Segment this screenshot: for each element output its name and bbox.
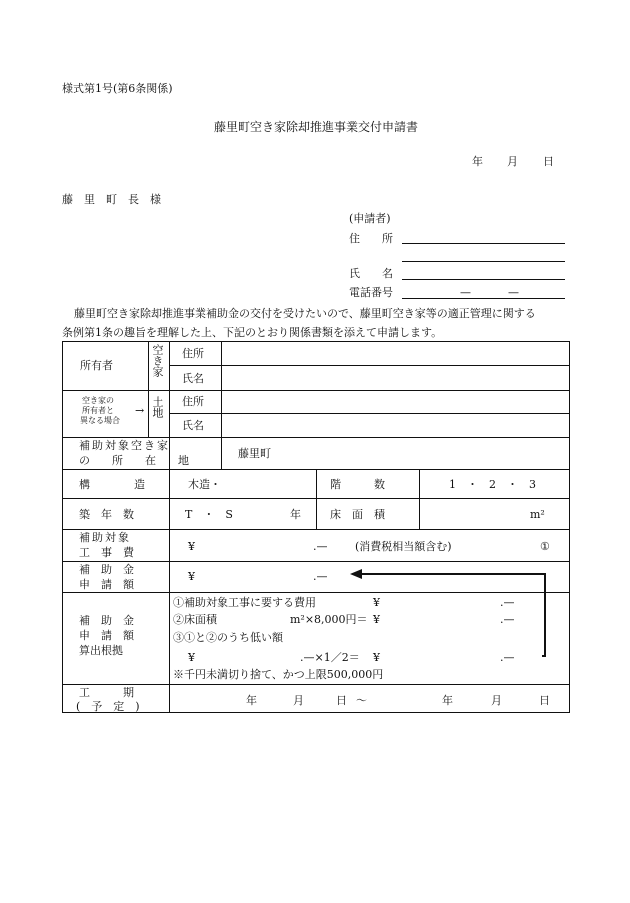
cost-label-2: 工 事 費 xyxy=(79,546,134,559)
period-start-year: 年 xyxy=(246,694,257,707)
calc-dash-1: .— xyxy=(500,596,515,609)
owner-name-field[interactable] xyxy=(222,366,569,389)
document-title: 藤里町空き家除却推進事業交付申請書 xyxy=(214,120,419,134)
period-start-month: 月 xyxy=(293,694,304,707)
floors-value[interactable]: 1 ・ 2 ・ 3 xyxy=(449,478,536,491)
addressee: 藤 里 町 長 様 xyxy=(62,193,161,206)
date-year: 年 xyxy=(472,155,483,168)
calc-line-1: ①補助対象工事に要する費用 xyxy=(173,596,316,609)
date-month: 月 xyxy=(507,155,518,168)
apply-label-2: 申 請 額 xyxy=(79,578,134,591)
name-label: 氏 名 xyxy=(349,267,393,280)
basis-label-3: 算出根拠 xyxy=(79,644,123,657)
age-label: 築 年 数 xyxy=(79,508,134,521)
diff-owner-line-1: 空き家の xyxy=(82,396,114,405)
period-end-day: 日 xyxy=(539,694,550,707)
era-value[interactable]: T ・ S xyxy=(185,508,233,521)
tax-note: (消費税相当額含む) xyxy=(355,540,452,553)
applicant-heading: (申請者) xyxy=(349,212,391,225)
owner-address-field[interactable] xyxy=(222,342,569,364)
structure-label: 構 造 xyxy=(79,478,145,491)
col-line xyxy=(148,341,149,437)
area-unit: m² xyxy=(530,508,545,521)
land-vertical-label: 土地 xyxy=(151,396,164,418)
period-end-month: 月 xyxy=(491,694,502,707)
date-day: 日 xyxy=(543,155,554,168)
calc-yen-2: ¥ xyxy=(373,613,380,626)
year-unit: 年 xyxy=(290,508,301,521)
period-label-2: ( 予 定 ) xyxy=(76,700,140,713)
row-line xyxy=(62,437,570,438)
land-name-label: 氏名 xyxy=(182,419,204,432)
diff-owner-line-3: 異なる場合 xyxy=(80,416,120,425)
owner-label: 所有者 xyxy=(80,359,113,372)
akiya-vertical-label: 空き家 xyxy=(151,344,164,377)
apply-dash: .— xyxy=(313,570,328,583)
calc-yen-1: ¥ xyxy=(373,596,380,609)
apply-label-1: 補 助 金 xyxy=(79,563,134,576)
basis-label-2: 申 請 額 xyxy=(79,629,134,642)
period-end-year: 年 xyxy=(442,694,453,707)
calc-yen-5: ¥ xyxy=(373,651,380,664)
apply-yen: ¥ xyxy=(188,570,195,583)
right-arrow-icon: → xyxy=(135,404,145,417)
land-address-label: 住所 xyxy=(182,395,204,408)
address-field-line-2[interactable] xyxy=(402,261,565,262)
intro-line-2: 条例第1条の趣旨を理解した上、下記のとおり関係書類を添えて申請します。 xyxy=(62,326,443,339)
col-line xyxy=(169,341,170,713)
floors-label: 階 数 xyxy=(330,478,385,491)
floor-area-label: 床 面 積 xyxy=(330,508,385,521)
col-line xyxy=(419,469,420,529)
land-name-field[interactable] xyxy=(222,414,569,436)
cost-dash: .— xyxy=(313,540,328,553)
calc-line-4: .—×1／2＝ xyxy=(300,651,360,664)
form-number: 様式第1号(第6条関係) xyxy=(62,82,173,95)
period-tilde: 〜 xyxy=(356,694,367,707)
target-label-2: の 所 在 地 xyxy=(79,454,189,467)
phone-field-line[interactable] xyxy=(402,298,565,299)
diff-owner-line-2: 所有者と xyxy=(82,406,114,415)
land-address-field[interactable] xyxy=(222,391,569,412)
calc-dash-4: .— xyxy=(500,651,515,664)
row-line xyxy=(62,529,570,530)
row-line xyxy=(62,684,570,685)
circle-one: ① xyxy=(540,540,550,553)
basis-label-1: 補 助 金 xyxy=(79,614,134,627)
location-value[interactable]: 藤里町 xyxy=(238,447,271,460)
row-line xyxy=(62,561,570,562)
phone-dash-2: — xyxy=(508,286,519,299)
owner-name-label: 氏名 xyxy=(182,372,204,385)
calc-line-2b: m²×8,000円＝ xyxy=(290,613,368,626)
connector-arrow-icon xyxy=(330,568,550,660)
name-field-line[interactable] xyxy=(402,279,565,280)
phone-label: 電話番号 xyxy=(349,286,393,299)
period-label-1: 工 期 xyxy=(79,686,134,699)
target-label-1: 補助対象空き家 xyxy=(79,439,170,452)
owner-address-label: 住所 xyxy=(182,347,204,360)
address-field-line[interactable] xyxy=(402,243,565,244)
calc-note: ※千円未満切り捨て、かつ上限500,000円 xyxy=(173,668,384,681)
col-line xyxy=(316,469,317,529)
address-label: 住 所 xyxy=(349,232,393,245)
calc-line-3: ③①と②のうち低い額 xyxy=(173,631,283,644)
calc-yen-4: ¥ xyxy=(188,651,195,664)
calc-line-2a: ②床面積 xyxy=(173,613,217,626)
cost-label-1: 補助対象 xyxy=(79,531,131,544)
intro-line-1: 藤里町空き家除却推進事業補助金の交付を受けたいので、藤里町空き家等の適正管理に関する xyxy=(74,307,536,320)
period-start-day: 日 xyxy=(336,694,347,707)
calc-dash-2: .— xyxy=(500,613,515,626)
phone-dash-1: — xyxy=(460,286,471,299)
structure-value[interactable]: 木造・ xyxy=(188,478,221,491)
cost-yen: ¥ xyxy=(188,540,195,553)
